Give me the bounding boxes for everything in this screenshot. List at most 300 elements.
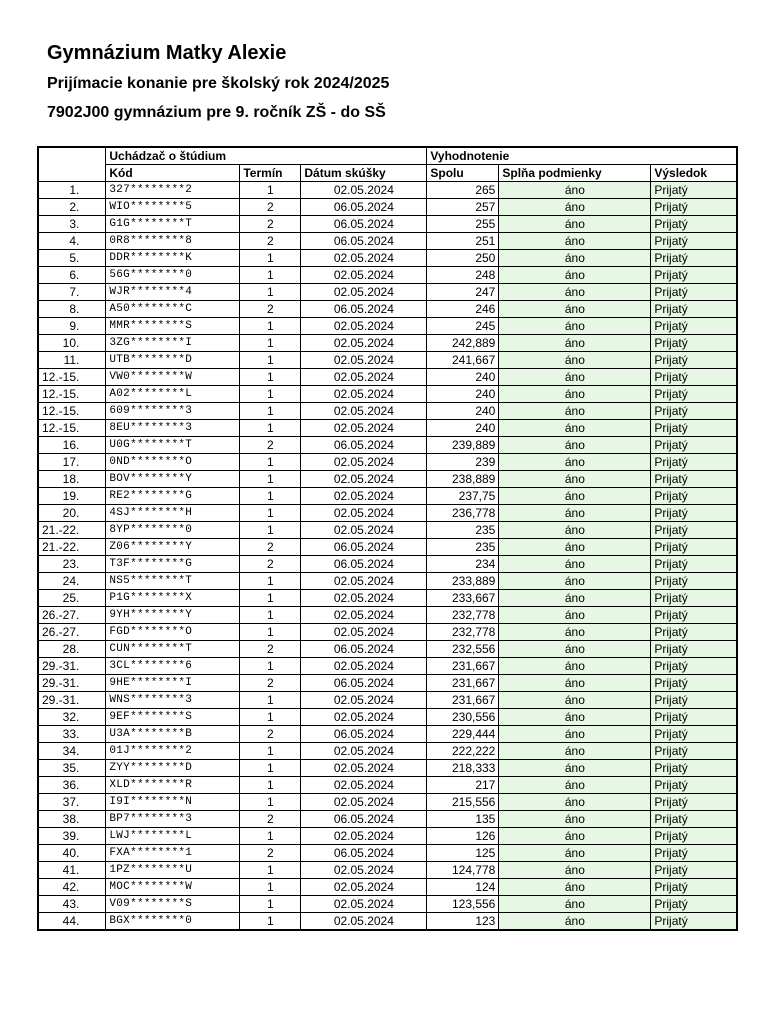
meets-cell: áno bbox=[499, 692, 651, 709]
rank-cell: 29.-31. bbox=[38, 675, 106, 692]
total-cell: 217 bbox=[427, 777, 499, 794]
meets-cell: áno bbox=[499, 675, 651, 692]
code-cell: A50********C bbox=[106, 301, 240, 318]
result-cell: Prijatý bbox=[651, 488, 737, 505]
date-cell: 06.05.2024 bbox=[301, 641, 427, 658]
table-row bbox=[38, 726, 737, 743]
rank-cell: 39. bbox=[38, 828, 106, 845]
result-cell: Prijatý bbox=[651, 556, 737, 573]
rank-cell: 41. bbox=[38, 862, 106, 879]
table-row bbox=[38, 811, 737, 828]
term-cell: 1 bbox=[240, 522, 301, 539]
table-row bbox=[38, 879, 737, 896]
code-cell: UTB********D bbox=[106, 352, 240, 369]
term-cell: 2 bbox=[240, 301, 301, 318]
term-cell: 1 bbox=[240, 624, 301, 641]
result-column-header: Výsledok bbox=[651, 165, 737, 182]
term-cell: 2 bbox=[240, 199, 301, 216]
result-cell: Prijatý bbox=[651, 913, 737, 931]
code-cell: BGX********0 bbox=[106, 913, 240, 931]
code-cell: 56G********0 bbox=[106, 267, 240, 284]
term-cell: 1 bbox=[240, 454, 301, 471]
date-cell: 06.05.2024 bbox=[301, 845, 427, 862]
date-cell: 02.05.2024 bbox=[301, 352, 427, 369]
term-cell: 1 bbox=[240, 743, 301, 760]
table-row bbox=[38, 913, 737, 931]
date-cell: 02.05.2024 bbox=[301, 590, 427, 607]
meets-column-header: Splňa podmienky bbox=[499, 165, 651, 182]
code-cell: NS5********T bbox=[106, 573, 240, 590]
result-cell: Prijatý bbox=[651, 216, 737, 233]
table-row bbox=[38, 301, 737, 318]
code-cell: 327********2 bbox=[106, 182, 240, 199]
total-cell: 230,556 bbox=[427, 709, 499, 726]
date-cell: 06.05.2024 bbox=[301, 675, 427, 692]
rank-cell: 36. bbox=[38, 777, 106, 794]
table-row bbox=[38, 794, 737, 811]
total-cell: 242,889 bbox=[427, 335, 499, 352]
result-cell: Prijatý bbox=[651, 743, 737, 760]
term-cell: 1 bbox=[240, 590, 301, 607]
total-cell: 238,889 bbox=[427, 471, 499, 488]
term-cell: 1 bbox=[240, 573, 301, 590]
term-cell: 2 bbox=[240, 726, 301, 743]
result-cell: Prijatý bbox=[651, 828, 737, 845]
date-cell: 06.05.2024 bbox=[301, 811, 427, 828]
date-cell: 06.05.2024 bbox=[301, 301, 427, 318]
table-row bbox=[38, 437, 737, 454]
table-row bbox=[38, 454, 737, 471]
date-cell: 06.05.2024 bbox=[301, 556, 427, 573]
term-cell: 2 bbox=[240, 556, 301, 573]
term-cell: 2 bbox=[240, 539, 301, 556]
meets-cell: áno bbox=[499, 539, 651, 556]
table-row bbox=[38, 573, 737, 590]
term-cell: 2 bbox=[240, 233, 301, 250]
result-cell: Prijatý bbox=[651, 760, 737, 777]
meets-cell: áno bbox=[499, 403, 651, 420]
code-cell: FXA********1 bbox=[106, 845, 240, 862]
code-cell: 4SJ********H bbox=[106, 505, 240, 522]
rank-cell: 10. bbox=[38, 335, 106, 352]
school-title: Gymnázium Matky Alexie bbox=[47, 42, 287, 64]
evaluation-group-header: Vyhodnotenie bbox=[427, 147, 737, 165]
table-row bbox=[38, 607, 737, 624]
table-row bbox=[38, 284, 737, 301]
table-row bbox=[38, 250, 737, 267]
table-row bbox=[38, 216, 737, 233]
term-cell: 2 bbox=[240, 811, 301, 828]
date-cell: 02.05.2024 bbox=[301, 318, 427, 335]
term-cell: 2 bbox=[240, 845, 301, 862]
date-column-header: Dátum skúšky bbox=[301, 165, 427, 182]
total-cell: 247 bbox=[427, 284, 499, 301]
table-row bbox=[38, 828, 737, 845]
rank-cell: 29.-31. bbox=[38, 692, 106, 709]
group-header-row bbox=[38, 147, 737, 165]
total-cell: 233,889 bbox=[427, 573, 499, 590]
result-cell: Prijatý bbox=[651, 845, 737, 862]
date-cell: 02.05.2024 bbox=[301, 624, 427, 641]
date-cell: 06.05.2024 bbox=[301, 726, 427, 743]
table-row bbox=[38, 675, 737, 692]
meets-cell: áno bbox=[499, 879, 651, 896]
rank-cell: 20. bbox=[38, 505, 106, 522]
total-cell: 124,778 bbox=[427, 862, 499, 879]
result-cell: Prijatý bbox=[651, 369, 737, 386]
total-cell: 124 bbox=[427, 879, 499, 896]
date-cell: 06.05.2024 bbox=[301, 233, 427, 250]
table-row bbox=[38, 692, 737, 709]
term-cell: 1 bbox=[240, 692, 301, 709]
date-cell: 06.05.2024 bbox=[301, 199, 427, 216]
code-cell: 609********3 bbox=[106, 403, 240, 420]
table-row bbox=[38, 318, 737, 335]
code-cell: WJR********4 bbox=[106, 284, 240, 301]
code-cell: ZYY********D bbox=[106, 760, 240, 777]
term-cell: 1 bbox=[240, 607, 301, 624]
meets-cell: áno bbox=[499, 267, 651, 284]
date-cell: 02.05.2024 bbox=[301, 403, 427, 420]
result-cell: Prijatý bbox=[651, 233, 737, 250]
total-cell: 250 bbox=[427, 250, 499, 267]
result-cell: Prijatý bbox=[651, 471, 737, 488]
term-cell: 1 bbox=[240, 250, 301, 267]
rank-cell: 29.-31. bbox=[38, 658, 106, 675]
table-row bbox=[38, 505, 737, 522]
result-cell: Prijatý bbox=[651, 437, 737, 454]
meets-cell: áno bbox=[499, 777, 651, 794]
code-cell: XLD********R bbox=[106, 777, 240, 794]
rank-cell: 23. bbox=[38, 556, 106, 573]
result-cell: Prijatý bbox=[651, 454, 737, 471]
total-cell: 123,556 bbox=[427, 896, 499, 913]
meets-cell: áno bbox=[499, 743, 651, 760]
code-cell: 8YP********0 bbox=[106, 522, 240, 539]
table-row bbox=[38, 709, 737, 726]
rank-cell: 19. bbox=[38, 488, 106, 505]
total-cell: 215,556 bbox=[427, 794, 499, 811]
result-cell: Prijatý bbox=[651, 777, 737, 794]
meets-cell: áno bbox=[499, 420, 651, 437]
table-row bbox=[38, 420, 737, 437]
total-cell: 229,444 bbox=[427, 726, 499, 743]
rank-cell: 33. bbox=[38, 726, 106, 743]
date-cell: 02.05.2024 bbox=[301, 862, 427, 879]
rank-cell: 21.-22. bbox=[38, 522, 106, 539]
date-cell: 02.05.2024 bbox=[301, 760, 427, 777]
meets-cell: áno bbox=[499, 760, 651, 777]
code-cell: T3F********G bbox=[106, 556, 240, 573]
rank-cell: 12.-15. bbox=[38, 403, 106, 420]
rank-cell: 1. bbox=[38, 182, 106, 199]
term-cell: 1 bbox=[240, 658, 301, 675]
meets-cell: áno bbox=[499, 505, 651, 522]
meets-cell: áno bbox=[499, 794, 651, 811]
total-cell: 235 bbox=[427, 522, 499, 539]
date-cell: 02.05.2024 bbox=[301, 879, 427, 896]
rank-cell: 4. bbox=[38, 233, 106, 250]
total-cell: 239,889 bbox=[427, 437, 499, 454]
meets-cell: áno bbox=[499, 845, 651, 862]
result-cell: Prijatý bbox=[651, 794, 737, 811]
result-cell: Prijatý bbox=[651, 607, 737, 624]
table-row bbox=[38, 403, 737, 420]
table-row bbox=[38, 182, 737, 199]
term-cell: 1 bbox=[240, 318, 301, 335]
column-header-row bbox=[38, 165, 737, 182]
term-cell: 1 bbox=[240, 862, 301, 879]
result-cell: Prijatý bbox=[651, 641, 737, 658]
meets-cell: áno bbox=[499, 199, 651, 216]
date-cell: 02.05.2024 bbox=[301, 777, 427, 794]
total-column-header: Spolu bbox=[427, 165, 499, 182]
total-cell: 240 bbox=[427, 386, 499, 403]
rank-cell: 43. bbox=[38, 896, 106, 913]
result-cell: Prijatý bbox=[651, 199, 737, 216]
meets-cell: áno bbox=[499, 437, 651, 454]
result-cell: Prijatý bbox=[651, 709, 737, 726]
date-cell: 02.05.2024 bbox=[301, 335, 427, 352]
date-cell: 02.05.2024 bbox=[301, 250, 427, 267]
code-cell: A02********L bbox=[106, 386, 240, 403]
term-cell: 1 bbox=[240, 828, 301, 845]
term-cell: 2 bbox=[240, 641, 301, 658]
total-cell: 248 bbox=[427, 267, 499, 284]
meets-cell: áno bbox=[499, 284, 651, 301]
total-cell: 125 bbox=[427, 845, 499, 862]
date-cell: 02.05.2024 bbox=[301, 386, 427, 403]
result-cell: Prijatý bbox=[651, 335, 737, 352]
rank-cell: 28. bbox=[38, 641, 106, 658]
meets-cell: áno bbox=[499, 913, 651, 931]
total-cell: 240 bbox=[427, 369, 499, 386]
table-row bbox=[38, 522, 737, 539]
total-cell: 240 bbox=[427, 420, 499, 437]
total-cell: 218,333 bbox=[427, 760, 499, 777]
result-cell: Prijatý bbox=[651, 182, 737, 199]
date-cell: 02.05.2024 bbox=[301, 420, 427, 437]
term-cell: 1 bbox=[240, 760, 301, 777]
rank-cell: 8. bbox=[38, 301, 106, 318]
code-cell: DDR********K bbox=[106, 250, 240, 267]
code-cell: Z06********Y bbox=[106, 539, 240, 556]
candidate-group-header: Uchádzač o štúdium bbox=[106, 147, 427, 165]
result-cell: Prijatý bbox=[651, 692, 737, 709]
code-cell: 0R8********8 bbox=[106, 233, 240, 250]
term-cell: 1 bbox=[240, 488, 301, 505]
program-subtitle: 7902J00 gymnázium pre 9. ročník ZŠ - do SŠ bbox=[47, 104, 386, 121]
date-cell: 02.05.2024 bbox=[301, 828, 427, 845]
rank-cell: 7. bbox=[38, 284, 106, 301]
code-cell: WIO********5 bbox=[106, 199, 240, 216]
total-cell: 235 bbox=[427, 539, 499, 556]
meets-cell: áno bbox=[499, 233, 651, 250]
result-cell: Prijatý bbox=[651, 352, 737, 369]
meets-cell: áno bbox=[499, 352, 651, 369]
result-cell: Prijatý bbox=[651, 862, 737, 879]
term-cell: 1 bbox=[240, 777, 301, 794]
rank-cell: 42. bbox=[38, 879, 106, 896]
meets-cell: áno bbox=[499, 335, 651, 352]
code-cell: RE2********G bbox=[106, 488, 240, 505]
code-cell: 3ZG********I bbox=[106, 335, 240, 352]
code-cell: 9HE********I bbox=[106, 675, 240, 692]
meets-cell: áno bbox=[499, 573, 651, 590]
code-column-header: Kód bbox=[106, 165, 240, 182]
table-row bbox=[38, 369, 737, 386]
date-cell: 02.05.2024 bbox=[301, 658, 427, 675]
meets-cell: áno bbox=[499, 471, 651, 488]
meets-cell: áno bbox=[499, 318, 651, 335]
total-cell: 123 bbox=[427, 913, 499, 931]
table-row bbox=[38, 352, 737, 369]
date-cell: 06.05.2024 bbox=[301, 539, 427, 556]
term-cell: 2 bbox=[240, 437, 301, 454]
code-cell: 8EU********3 bbox=[106, 420, 240, 437]
total-cell: 236,778 bbox=[427, 505, 499, 522]
total-cell: 233,667 bbox=[427, 590, 499, 607]
term-cell: 1 bbox=[240, 471, 301, 488]
code-cell: BP7********3 bbox=[106, 811, 240, 828]
result-cell: Prijatý bbox=[651, 811, 737, 828]
rank-cell: 5. bbox=[38, 250, 106, 267]
date-cell: 02.05.2024 bbox=[301, 794, 427, 811]
term-cell: 1 bbox=[240, 369, 301, 386]
table-row bbox=[38, 590, 737, 607]
table-row bbox=[38, 658, 737, 675]
rank-cell: 11. bbox=[38, 352, 106, 369]
date-cell: 02.05.2024 bbox=[301, 454, 427, 471]
date-cell: 02.05.2024 bbox=[301, 709, 427, 726]
meets-cell: áno bbox=[499, 182, 651, 199]
meets-cell: áno bbox=[499, 590, 651, 607]
rank-cell: 9. bbox=[38, 318, 106, 335]
total-cell: 232,778 bbox=[427, 624, 499, 641]
meets-cell: áno bbox=[499, 709, 651, 726]
term-cell: 1 bbox=[240, 267, 301, 284]
rank-cell: 3. bbox=[38, 216, 106, 233]
code-cell: V09********S bbox=[106, 896, 240, 913]
rank-cell: 26.-27. bbox=[38, 624, 106, 641]
date-cell: 02.05.2024 bbox=[301, 913, 427, 931]
result-cell: Prijatý bbox=[651, 386, 737, 403]
term-column-header: Termín bbox=[240, 165, 301, 182]
total-cell: 241,667 bbox=[427, 352, 499, 369]
term-cell: 1 bbox=[240, 794, 301, 811]
rank-cell: 44. bbox=[38, 913, 106, 931]
date-cell: 02.05.2024 bbox=[301, 505, 427, 522]
result-cell: Prijatý bbox=[651, 879, 737, 896]
table-row bbox=[38, 488, 737, 505]
term-cell: 1 bbox=[240, 420, 301, 437]
rank-cell: 12.-15. bbox=[38, 420, 106, 437]
result-cell: Prijatý bbox=[651, 590, 737, 607]
code-cell: 1PZ********U bbox=[106, 862, 240, 879]
date-cell: 02.05.2024 bbox=[301, 743, 427, 760]
total-cell: 135 bbox=[427, 811, 499, 828]
result-cell: Prijatý bbox=[651, 505, 737, 522]
table-row bbox=[38, 862, 737, 879]
rank-cell: 35. bbox=[38, 760, 106, 777]
code-cell: MMR********S bbox=[106, 318, 240, 335]
meets-cell: áno bbox=[499, 726, 651, 743]
result-cell: Prijatý bbox=[651, 675, 737, 692]
results-table bbox=[37, 146, 738, 931]
rank-cell: 18. bbox=[38, 471, 106, 488]
meets-cell: áno bbox=[499, 301, 651, 318]
rank-cell: 40. bbox=[38, 845, 106, 862]
term-cell: 1 bbox=[240, 386, 301, 403]
total-cell: 232,556 bbox=[427, 641, 499, 658]
code-cell: U0G********T bbox=[106, 437, 240, 454]
code-cell: WNS********3 bbox=[106, 692, 240, 709]
meets-cell: áno bbox=[499, 624, 651, 641]
meets-cell: áno bbox=[499, 641, 651, 658]
result-cell: Prijatý bbox=[651, 420, 737, 437]
term-cell: 2 bbox=[240, 216, 301, 233]
term-cell: 1 bbox=[240, 879, 301, 896]
total-cell: 257 bbox=[427, 199, 499, 216]
date-cell: 02.05.2024 bbox=[301, 369, 427, 386]
rank-cell: 21.-22. bbox=[38, 539, 106, 556]
rank-cell: 24. bbox=[38, 573, 106, 590]
code-cell: MOC********W bbox=[106, 879, 240, 896]
result-cell: Prijatý bbox=[651, 726, 737, 743]
meets-cell: áno bbox=[499, 250, 651, 267]
term-cell: 1 bbox=[240, 352, 301, 369]
date-cell: 02.05.2024 bbox=[301, 896, 427, 913]
table-row bbox=[38, 624, 737, 641]
code-cell: 0ND********O bbox=[106, 454, 240, 471]
result-cell: Prijatý bbox=[651, 658, 737, 675]
term-cell: 2 bbox=[240, 675, 301, 692]
total-cell: 232,778 bbox=[427, 607, 499, 624]
term-cell: 1 bbox=[240, 284, 301, 301]
term-cell: 1 bbox=[240, 182, 301, 199]
total-cell: 255 bbox=[427, 216, 499, 233]
code-cell: 9EF********S bbox=[106, 709, 240, 726]
table-row bbox=[38, 267, 737, 284]
table-row bbox=[38, 760, 737, 777]
total-cell: 231,667 bbox=[427, 675, 499, 692]
total-cell: 234 bbox=[427, 556, 499, 573]
code-cell: P1G********X bbox=[106, 590, 240, 607]
total-cell: 126 bbox=[427, 828, 499, 845]
total-cell: 251 bbox=[427, 233, 499, 250]
total-cell: 237,75 bbox=[427, 488, 499, 505]
rank-header-blank bbox=[38, 147, 106, 165]
date-cell: 02.05.2024 bbox=[301, 284, 427, 301]
date-cell: 02.05.2024 bbox=[301, 267, 427, 284]
rank-cell: 38. bbox=[38, 811, 106, 828]
meets-cell: áno bbox=[499, 811, 651, 828]
table-row bbox=[38, 539, 737, 556]
rank-cell: 25. bbox=[38, 590, 106, 607]
code-cell: LWJ********L bbox=[106, 828, 240, 845]
code-cell: FGD********O bbox=[106, 624, 240, 641]
table-row bbox=[38, 233, 737, 250]
rank-cell: 34. bbox=[38, 743, 106, 760]
meets-cell: áno bbox=[499, 828, 651, 845]
table-row bbox=[38, 743, 737, 760]
term-cell: 1 bbox=[240, 896, 301, 913]
code-cell: 01J********2 bbox=[106, 743, 240, 760]
term-cell: 1 bbox=[240, 709, 301, 726]
term-cell: 1 bbox=[240, 913, 301, 931]
meets-cell: áno bbox=[499, 369, 651, 386]
code-cell: 3CL********6 bbox=[106, 658, 240, 675]
